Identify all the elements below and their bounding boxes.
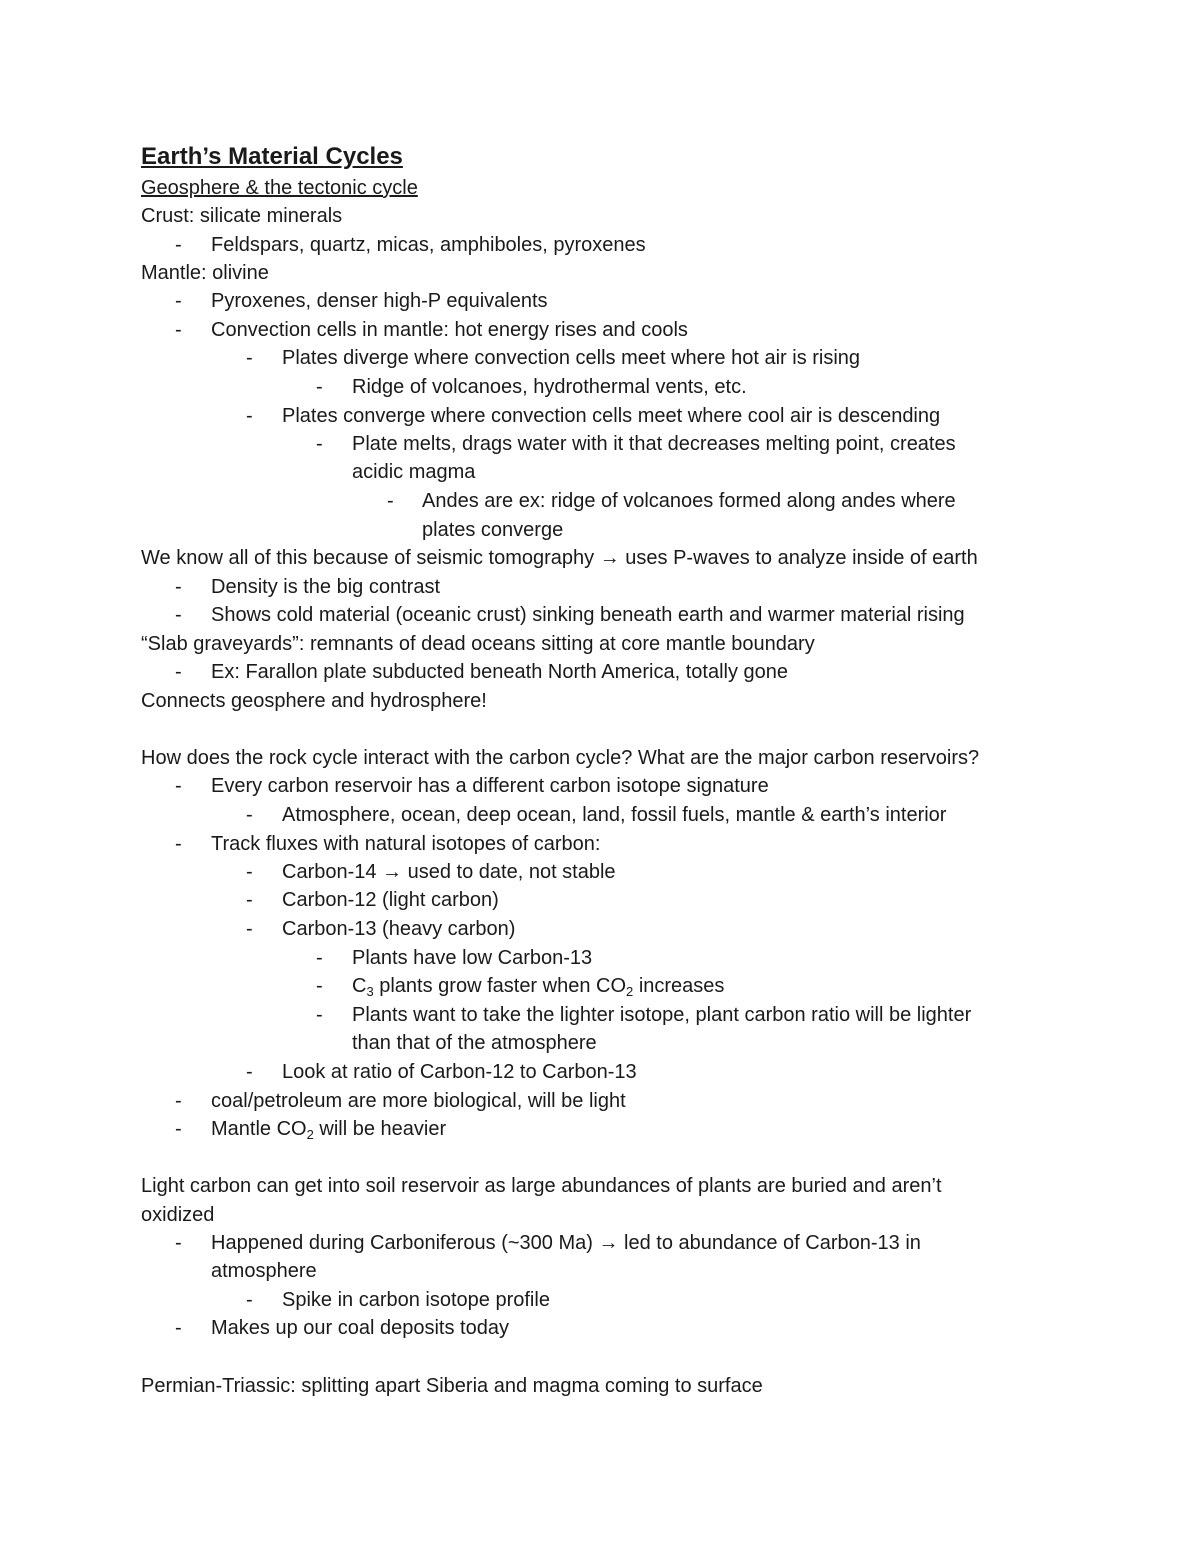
page-title: Earth’s Material Cycles [141, 143, 403, 170]
list-item: Plate melts, drags water with it that decreases melting point, creates [352, 433, 956, 455]
list-item-continuation: acidic magma [352, 461, 476, 483]
text-span: Mantle CO [211, 1118, 307, 1140]
list-item: Plants have low Carbon-13 [352, 947, 593, 969]
text-line: Crust: silicate minerals [141, 205, 343, 227]
bullet-dash: - [175, 290, 182, 312]
list-item: Atmosphere, ocean, deep ocean, land, fossil fuels, mantle & earth’s interior [282, 804, 947, 826]
text-line: Connects geosphere and hydrosphere! [141, 690, 487, 712]
text-line: Permian-Triassic: splitting apart Siberia and magma coming to surface [141, 1375, 763, 1397]
bullet-dash: - [175, 661, 182, 683]
bullet-dash: - [175, 1232, 182, 1254]
bullet-dash: - [175, 1090, 182, 1112]
section-heading: Geosphere & the tectonic cycle [141, 177, 418, 199]
bullet-dash: - [246, 804, 253, 826]
bullet-dash: - [175, 775, 182, 797]
bullet-dash: - [175, 234, 182, 256]
list-item: Plates diverge where convection cells meet where hot air is rising [282, 347, 861, 369]
list-item: Carbon-12 (light carbon) [282, 889, 499, 911]
list-item: Andes are ex: ridge of volcanoes formed along andes where [422, 490, 956, 512]
list-item-continuation: than that of the atmosphere [352, 1032, 597, 1054]
list-item: Track fluxes with natural isotopes of carbon: [211, 833, 601, 855]
list-item [211, 1115, 446, 1143]
text-span: C [352, 975, 367, 997]
bullet-dash: - [246, 347, 253, 369]
text-line: Mantle: olivine [141, 262, 269, 284]
list-item: Spike in carbon isotope profile [282, 1289, 550, 1311]
list-item: Pyroxenes, denser high-P equivalents [211, 290, 548, 312]
text-line: We know all of this because of seismic tomography → uses P-waves to analyze inside of earth [141, 547, 978, 569]
list-item-continuation: plates converge [422, 519, 564, 541]
list-item: Carbon-14 → used to date, not stable [282, 861, 616, 883]
list-item: coal/petroleum are more biological, will be light [211, 1090, 626, 1112]
list-item: Density is the big contrast [211, 576, 440, 598]
list-item: Feldspars, quartz, micas, amphiboles, pyroxenes [211, 234, 646, 256]
list-item: Happened during Carboniferous (~300 Ma) → led to abundance of Carbon-13 in [211, 1232, 921, 1254]
text-line: Light carbon can get into soil reservoir as large abundances of plants are buried and aren’t [141, 1175, 942, 1197]
bullet-dash: - [246, 405, 253, 427]
bullet-dash: - [246, 918, 253, 940]
text-line: “Slab graveyards”: remnants of dead oceans sitting at core mantle boundary [141, 633, 815, 655]
list-item: Look at ratio of Carbon-12 to Carbon-13 [282, 1061, 637, 1083]
list-item: Makes up our coal deposits today [211, 1317, 509, 1339]
bullet-dash: - [316, 433, 323, 455]
bullet-dash: - [387, 490, 394, 512]
bullet-dash: - [175, 604, 182, 626]
list-item: Carbon-13 (heavy carbon) [282, 918, 516, 940]
bullet-dash: - [316, 947, 323, 969]
list-item: Ridge of volcanoes, hydrothermal vents, etc. [352, 376, 747, 398]
subscript: 2 [626, 984, 634, 999]
list-item: Plates converge where convection cells meet where cool air is descending [282, 405, 941, 427]
subscript: 3 [366, 984, 374, 999]
list-item: Every carbon reservoir has a different carbon isotope signature [211, 775, 769, 797]
bullet-dash: - [175, 1317, 182, 1339]
bullet-dash: - [316, 975, 323, 997]
bullet-dash: - [246, 889, 253, 911]
text-span: plants grow faster when CO [373, 975, 627, 997]
list-item-continuation: atmosphere [211, 1260, 317, 1282]
subscript: 2 [306, 1127, 314, 1142]
list-item: Plants want to take the lighter isotope, plant carbon ratio will be lighter [352, 1004, 972, 1026]
bullet-dash: - [246, 1289, 253, 1311]
bullet-dash: - [246, 1061, 253, 1083]
list-item: Convection cells in mantle: hot energy rises and cools [211, 319, 688, 341]
text-line: How does the rock cycle interact with the carbon cycle? What are the major carbon reservoirs? [141, 747, 980, 769]
bullet-dash: - [175, 576, 182, 598]
list-item [352, 972, 724, 1000]
bullet-dash: - [175, 319, 182, 341]
text-span: will be heavier [313, 1118, 447, 1140]
bullet-dash: - [316, 376, 323, 398]
list-item: Ex: Farallon plate subducted beneath North America, totally gone [211, 661, 789, 683]
bullet-dash: - [175, 1118, 182, 1140]
text-span: increases [633, 975, 725, 997]
list-item: Shows cold material (oceanic crust) sinking beneath earth and warmer material rising [211, 604, 965, 626]
bullet-dash: - [246, 861, 253, 883]
bullet-dash: - [175, 833, 182, 855]
text-line: oxidized [141, 1204, 215, 1226]
bullet-dash: - [316, 1004, 323, 1026]
